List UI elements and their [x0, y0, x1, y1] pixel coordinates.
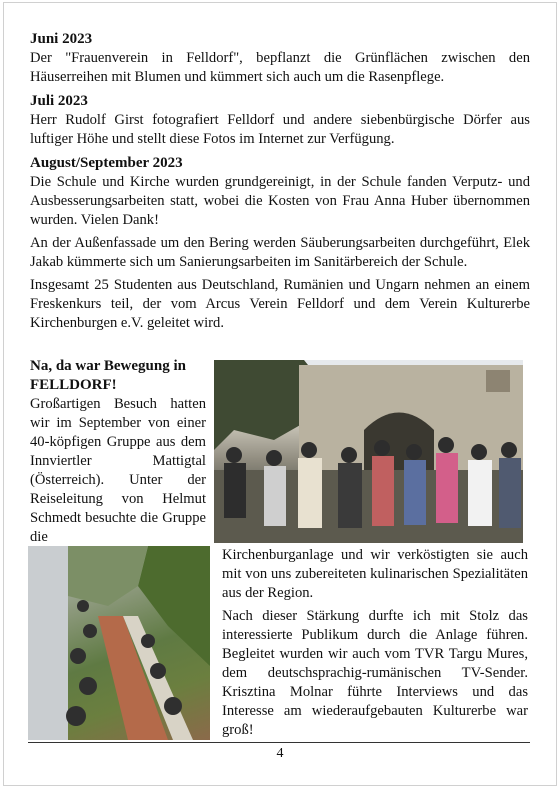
section-heading: August/September 2023: [30, 155, 183, 171]
page-number: 4: [276, 746, 284, 761]
section-heading: Juni 2023: [30, 31, 93, 47]
feature-heading: Na, da war Bewegung in FELLDORF!: [30, 358, 186, 393]
feature-paragraph: Kirchenburganlage und wir verköstigten sie auch mit von uns zubereiteten kulinarischen Spezialitäten aus der Region.: [222, 547, 528, 601]
section-juli: [30, 92, 530, 149]
group-photo-courtyard: [214, 360, 523, 543]
footer-rule: [28, 742, 530, 743]
section-august-september: [30, 154, 530, 333]
group-photo-courtyard-drawing: [214, 360, 523, 543]
feature-intro-text: Großartigen Besuch hatten wir im September von einer 40-köpfigen Gruppe aus dem Innviertler Mattigtal (Österreich). Unter der Reiseleitung von Helmut Schmedt besuchte die Gruppe die: [30, 396, 206, 545]
feature-continuation: [222, 546, 528, 744]
section-juni: [30, 30, 530, 87]
section-paragraph: Herr Rudolf Girst fotografiert Felldorf und andere siebenbürgische Dörfer aus luftiger Höhe und stellt diese Fotos im Internet zur Verfügung.: [30, 112, 530, 147]
section-paragraph: Der "Frauenverein in Felldorf", bepflanzt die Grünflächen zwischen den Häuserreihen mit Blumen und kümmert sich auch um die Rasenpflege.: [30, 50, 530, 85]
section-heading: Juli 2023: [30, 93, 88, 109]
article-content: [30, 30, 530, 338]
group-photo-dining-drawing: [28, 546, 210, 740]
feature-intro: [30, 357, 206, 547]
section-paragraph: Insgesamt 25 Studenten aus Deutschland, Rumänien und Ungarn nehmen an einem Freskenkurs teil, der vom Arcus Verein Felldorf und dem Verein Kulturerbe Kirchenburgen e.V. geleitet wird.: [30, 277, 530, 331]
group-photo-dining: [28, 546, 210, 740]
section-paragraph: An der Außenfassade um den Bering werden Säuberungsarbeiten durchgeführt, Elek Jakab kümmerte sich um Sanierungsarbeiten im Sanitärbereich der Schule.: [30, 235, 530, 270]
feature-paragraph: Nach dieser Stärkung durfte ich mit Stolz das interessierte Publikum durch die Anlage führen. Begleitet wurden wir auch vom TVR Targu Mures, dem deutschsprachig-rumänischen TV-Sender. Krisztina Molnar führte Interviews und das Interesse am wiederaufgebauten Kulturerbe war groß!: [222, 608, 528, 738]
section-paragraph: Die Schule und Kirche wurden grundgereinigt, in der Schule fanden Verputz- und Ausbesserungsarbeiten statt, wobei die Kosten von Frau Anna Huber übernommen wurden. Vielen Dank!: [30, 174, 530, 228]
